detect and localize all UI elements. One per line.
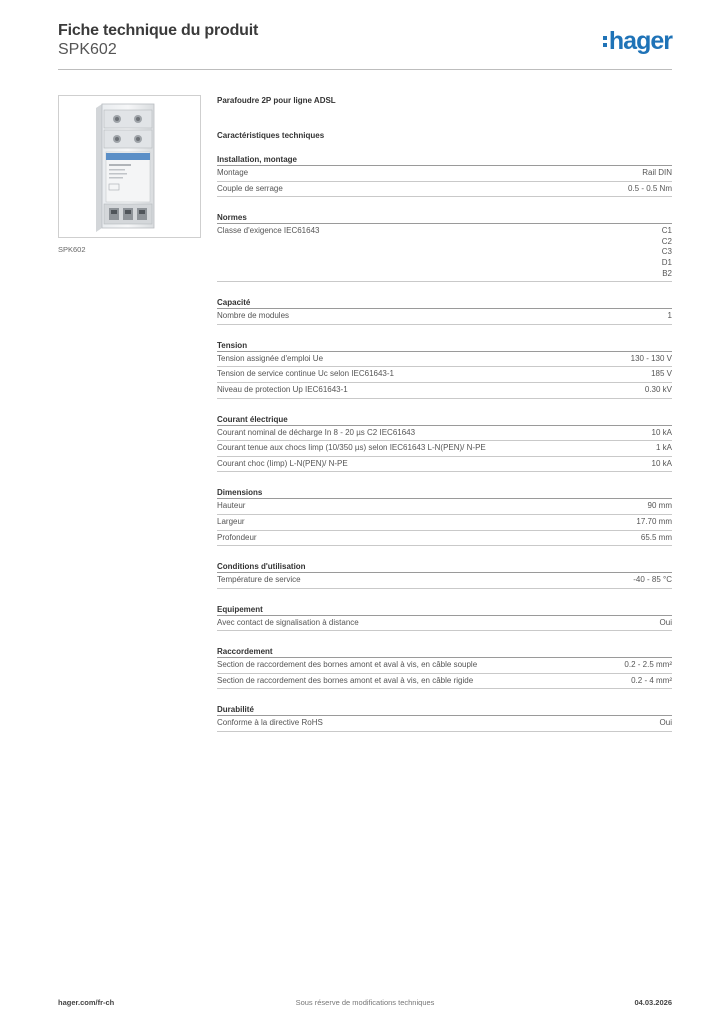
spec-label: Section de raccordement des bornes amont et aval à vis, en câble souple [217, 660, 478, 670]
spec-row [217, 658, 672, 674]
spec-row [217, 499, 672, 515]
spec-row [217, 224, 672, 282]
spec-label: Profondeur [217, 532, 257, 542]
logo-text: hager [608, 27, 672, 55]
spec-sections [217, 155, 672, 732]
section-title: Dimensions [217, 488, 672, 499]
spec-value [660, 718, 672, 729]
spec-section [217, 298, 672, 325]
spec-row [217, 426, 672, 442]
spec-label: Section de raccordement des bornes amont et aval à vis, en câble rigide [217, 675, 474, 685]
spec-value [668, 311, 672, 322]
section-title: Normes [217, 213, 672, 224]
spec-label: Courant tenue aux chocs Iimp (10/350 µs) selon IEC61643 L-N(PEN)/ N-PE [217, 443, 486, 453]
spec-value-line: 0.2 - 2.5 mm² [624, 660, 672, 670]
spec-value [651, 369, 672, 380]
spec-label: Niveau de protection Up IEC61643-1 [217, 384, 348, 394]
footer-date: 04.03.2026 [634, 998, 672, 1007]
spec-label: Tension assignée d'emploi Ue [217, 353, 324, 363]
spec-value-line: -40 - 85 °C [633, 575, 672, 585]
spec-value [628, 184, 672, 195]
spec-label: Tension de service continue Uc selon IEC61643-1 [217, 369, 394, 379]
specifications-content [217, 96, 672, 732]
product-name: Parafoudre 2P pour ligne ADSL [217, 96, 336, 105]
section-title: Installation, montage [217, 155, 672, 166]
spec-value-line: Oui [659, 718, 672, 728]
section-title: Durabilité [217, 705, 672, 716]
spec-label: Classe d'exigence IEC61643 [217, 226, 320, 236]
spec-value-line: 1 kA [655, 443, 672, 453]
spec-value-line: C2 [661, 236, 672, 246]
spec-value [660, 618, 672, 629]
spec-value-line: 130 - 130 V [630, 353, 672, 363]
spec-section [217, 155, 672, 197]
spec-value [648, 501, 672, 512]
spec-value-line: 185 V [651, 369, 672, 379]
spec-section [217, 213, 672, 282]
spec-row [217, 182, 672, 198]
spec-row [217, 616, 672, 632]
spec-value [633, 575, 672, 586]
image-caption: SPK602 [58, 245, 86, 254]
spec-row [217, 457, 672, 473]
spec-row [217, 716, 672, 732]
spec-value-line: 17.70 mm [636, 516, 672, 526]
spec-label: Largeur [217, 516, 245, 526]
spec-label: Hauteur [217, 501, 246, 511]
spec-value [642, 168, 672, 179]
spec-section [217, 647, 672, 689]
spec-row [217, 515, 672, 531]
spec-value-line: D1 [661, 257, 672, 267]
spec-row [217, 352, 672, 368]
spec-label: Montage [217, 168, 249, 177]
spec-label: Couple de serrage [217, 183, 283, 193]
section-title: Raccordement [217, 647, 672, 658]
spec-label: Courant nominal de décharge In 8 - 20 µs C2 IEC61643 [217, 427, 416, 437]
spec-value [645, 385, 672, 396]
page-footer [58, 998, 672, 1010]
spec-label: Température de service [217, 575, 301, 585]
spec-row [217, 573, 672, 589]
logo-dots-icon [603, 36, 607, 47]
spec-row [217, 674, 672, 690]
page-header [58, 22, 672, 70]
spec-value-line: 0.30 kV [644, 384, 672, 394]
spec-value-line: 90 mm [647, 501, 672, 511]
product-reference: SPK602 [58, 41, 117, 58]
spec-value [652, 428, 672, 439]
spec-section [217, 341, 672, 399]
section-title: Capacité [217, 298, 672, 309]
spec-row [217, 383, 672, 399]
spec-value-line: C1 [661, 226, 672, 236]
spec-row [217, 367, 672, 383]
product-image [58, 95, 201, 238]
spec-value [662, 226, 672, 279]
spec-section [217, 415, 672, 473]
spec-section [217, 605, 672, 632]
document-title: Fiche technique du produit [58, 22, 259, 39]
spec-label: Avec contact de signalisation à distance [217, 617, 359, 627]
spec-value-line: 1 [667, 311, 672, 321]
spec-value [631, 354, 672, 365]
spec-row [217, 531, 672, 547]
spec-value-line: 65.5 mm [640, 532, 672, 542]
spec-row [217, 166, 672, 182]
spec-value [652, 459, 672, 470]
spec-value-line: Oui [659, 617, 672, 627]
footer-website[interactable]: hager.com/fr-ch [58, 998, 115, 1007]
spec-heading: Caractéristiques techniques [217, 131, 325, 140]
spec-value-line: 10 kA [651, 427, 672, 437]
spec-value-line: 0.2 - 4 mm² [631, 675, 672, 685]
section-title: Tension [217, 341, 672, 352]
hager-logo [603, 28, 672, 54]
spec-section [217, 705, 672, 732]
spec-value [624, 660, 672, 671]
spec-label: Courant choc (Iimp) L-N(PEN)/ N-PE [217, 458, 348, 468]
spec-value [631, 676, 672, 687]
section-title: Equipement [217, 605, 672, 616]
footer-disclaimer: Sous réserve de modifications techniques [295, 998, 435, 1007]
spec-row [217, 309, 672, 325]
spec-value-line: 0.5 - 0.5 Nm [627, 183, 672, 193]
spec-value [641, 533, 672, 544]
spec-label: Conforme à la directive RoHS [217, 718, 323, 728]
spec-section [217, 488, 672, 546]
surge-protector-illustration [59, 96, 200, 237]
spec-row [217, 441, 672, 457]
spec-value-line: B2 [662, 268, 672, 278]
section-title: Conditions d'utilisation [217, 562, 672, 573]
spec-value [656, 443, 672, 454]
spec-section [217, 562, 672, 589]
spec-value [636, 517, 672, 528]
spec-value-line: 10 kA [651, 458, 672, 468]
spec-value-line: C3 [661, 247, 672, 257]
spec-value-line: Rail DIN [642, 168, 672, 177]
spec-label: Nombre de modules [217, 311, 290, 321]
section-title: Courant électrique [217, 415, 672, 426]
